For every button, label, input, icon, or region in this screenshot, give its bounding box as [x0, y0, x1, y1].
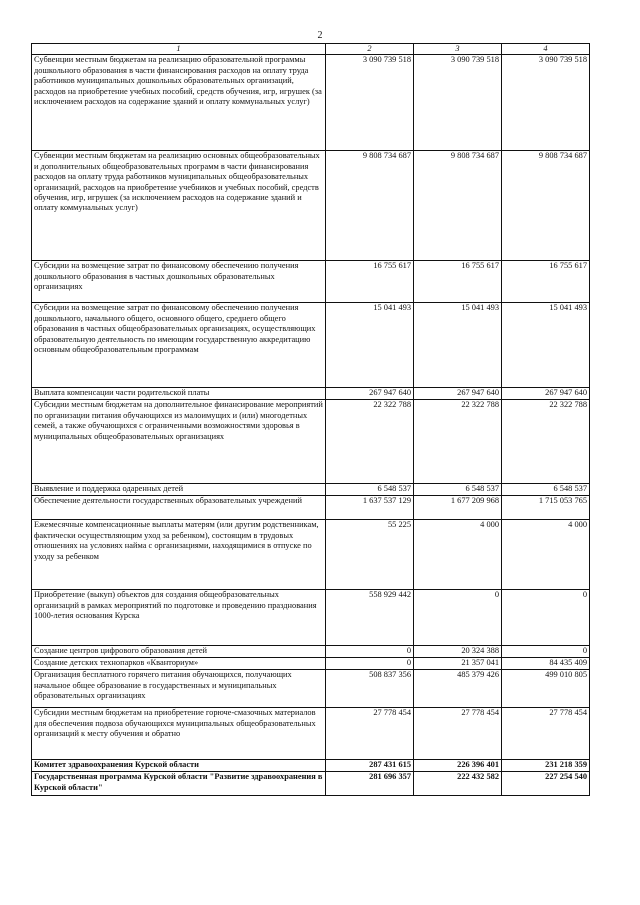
row-name: Обеспечение деятельности государственных образовательных учреждений: [32, 496, 326, 520]
value-col-2: 27 778 454: [326, 708, 414, 760]
row-name: Субвенции местным бюджетам на реализацию образовательной программы дошкольного образования в части финансирования расходов на оплату труда работников муниципальных дошкольных образовательных организаций, расходов на приобретение учебных пособий, средств обучения, игр, игрушек (за исключением расходов на содержание зданий и оплату коммунальных услуг): [32, 55, 326, 151]
value-col-2: 16 755 617: [326, 261, 414, 303]
column-number-3: 3: [414, 44, 502, 55]
row-name: Субсидии местным бюджетам на приобретение горюче-смазочных материалов для обеспечения подвоза обучающихся муниципальных общеобразовательных организаций к месту обучения и обратно: [32, 708, 326, 760]
value-col-3: 3 090 739 518: [414, 55, 502, 151]
value-col-3: 20 324 388: [414, 646, 502, 658]
column-number-2: 2: [326, 44, 414, 55]
value-col-2: 9 808 734 687: [326, 151, 414, 261]
row-name: Создание детских технопарков «Кванториум»: [32, 658, 326, 670]
value-col-2: 22 322 788: [326, 400, 414, 484]
value-col-4: 267 947 640: [502, 388, 590, 400]
value-col-2: 15 041 493: [326, 303, 414, 388]
value-col-3: 267 947 640: [414, 388, 502, 400]
value-col-4: 15 041 493: [502, 303, 590, 388]
value-col-3: 9 808 734 687: [414, 151, 502, 261]
value-col-2: 6 548 537: [326, 484, 414, 496]
row-name: Создание центров цифрового образования детей: [32, 646, 326, 658]
value-col-4: 6 548 537: [502, 484, 590, 496]
value-col-4: 231 218 359: [502, 760, 590, 772]
row-name: Ежемесячные компенсационные выплаты матерям (или другим родственникам, фактически осуществляющим уход за ребенком), состоящим в трудовых отношениях на условиях найма с организациями, находящимися в отпуске по уходу за ребенком: [32, 520, 326, 590]
value-col-4: 499 010 805: [502, 670, 590, 708]
column-number-1: 1: [32, 44, 326, 55]
value-col-4: 227 254 540: [502, 772, 590, 796]
row-name: Государственная программа Курской области "Развитие здравоохранения в Курской области": [32, 772, 326, 796]
column-number-4: 4: [502, 44, 590, 55]
column-number-row: [32, 44, 590, 55]
value-col-2: 287 431 615: [326, 760, 414, 772]
value-col-2: 0: [326, 658, 414, 670]
value-col-3: 6 548 537: [414, 484, 502, 496]
value-col-3: 4 000: [414, 520, 502, 590]
value-col-2: 558 929 442: [326, 590, 414, 646]
value-col-4: 22 322 788: [502, 400, 590, 484]
row-name: Субсидии на возмещение затрат по финансовому обеспечению получения дошкольного, начального общего, основного общего, среднего общего образования в частных общеобразовательных организациях, осуществляющих образовательную деятельность по имеющим государственную аккредитацию основным общеобразовательным программам: [32, 303, 326, 388]
value-col-2: 281 696 357: [326, 772, 414, 796]
table-row: [32, 388, 590, 400]
value-col-4: 3 090 739 518: [502, 55, 590, 151]
value-col-2: 267 947 640: [326, 388, 414, 400]
row-name: Организация бесплатного горячего питания обучающихся, получающих начальное общее образование в государственных и муниципальных образовательных организациях: [32, 670, 326, 708]
row-name: Субсидии на возмещение затрат по финансовому обеспечению получения дошкольного образования в частных дошкольных образовательных организациях: [32, 261, 326, 303]
value-col-2: 3 090 739 518: [326, 55, 414, 151]
table-row-bold: [32, 760, 590, 772]
table-row: [32, 708, 590, 760]
value-col-2: 508 837 356: [326, 670, 414, 708]
value-col-2: 0: [326, 646, 414, 658]
value-col-4: 4 000: [502, 520, 590, 590]
value-col-4: 0: [502, 590, 590, 646]
table-row: [32, 261, 590, 303]
value-col-4: 0: [502, 646, 590, 658]
table-row: [32, 400, 590, 484]
row-name: Субсидии местным бюджетам на дополнительное финансирование мероприятий по организации питания обучающихся из малоимущих и (или) многодетных семей, а также обучающихся с ограниченными возможностями здоровья в муниципальных общеобразовательных организациях: [32, 400, 326, 484]
row-name: Субвенции местным бюджетам на реализацию основных общеобразовательных и дополнительных общеобразовательных программ в части финансирования расходов на оплату труда работников муниципальных общеобразовательных организаций, расходов на приобретение учебников и учебных пособий, средств обучения, игр, игрушек (за исключением расходов на содержание зданий и оплату коммунальных услуг): [32, 151, 326, 261]
value-col-4: 27 778 454: [502, 708, 590, 760]
table-row: [32, 520, 590, 590]
budget-table: [31, 43, 590, 796]
table-row: [32, 55, 590, 151]
table-row: [32, 496, 590, 520]
value-col-3: 21 357 041: [414, 658, 502, 670]
value-col-3: 222 432 582: [414, 772, 502, 796]
value-col-3: 22 322 788: [414, 400, 502, 484]
value-col-4: 9 808 734 687: [502, 151, 590, 261]
value-col-4: 1 715 053 765: [502, 496, 590, 520]
value-col-3: 16 755 617: [414, 261, 502, 303]
row-name: Комитет здравоохранения Курской области: [32, 760, 326, 772]
value-col-3: 485 379 426: [414, 670, 502, 708]
value-col-3: 15 041 493: [414, 303, 502, 388]
value-col-3: 226 396 401: [414, 760, 502, 772]
table-row: [32, 646, 590, 658]
value-col-2: 55 225: [326, 520, 414, 590]
value-col-3: 1 677 209 968: [414, 496, 502, 520]
table-row: [32, 670, 590, 708]
value-col-3: 27 778 454: [414, 708, 502, 760]
table-row: [32, 151, 590, 261]
value-col-2: 1 637 537 129: [326, 496, 414, 520]
value-col-4: 84 435 409: [502, 658, 590, 670]
row-name: Выявление и поддержка одаренных детей: [32, 484, 326, 496]
row-name: Приобретение (выкуп) объектов для создания общеобразовательных организаций в рамках мероприятий по подготовке и проведению празднования 1000-летия основания Курска: [32, 590, 326, 646]
table-row: [32, 484, 590, 496]
row-name: Выплата компенсации части родительской платы: [32, 388, 326, 400]
table-row: [32, 590, 590, 646]
page-number: 2: [317, 30, 323, 41]
value-col-3: 0: [414, 590, 502, 646]
table-row-bold: [32, 772, 590, 796]
value-col-4: 16 755 617: [502, 261, 590, 303]
table-row: [32, 303, 590, 388]
table-row: [32, 658, 590, 670]
